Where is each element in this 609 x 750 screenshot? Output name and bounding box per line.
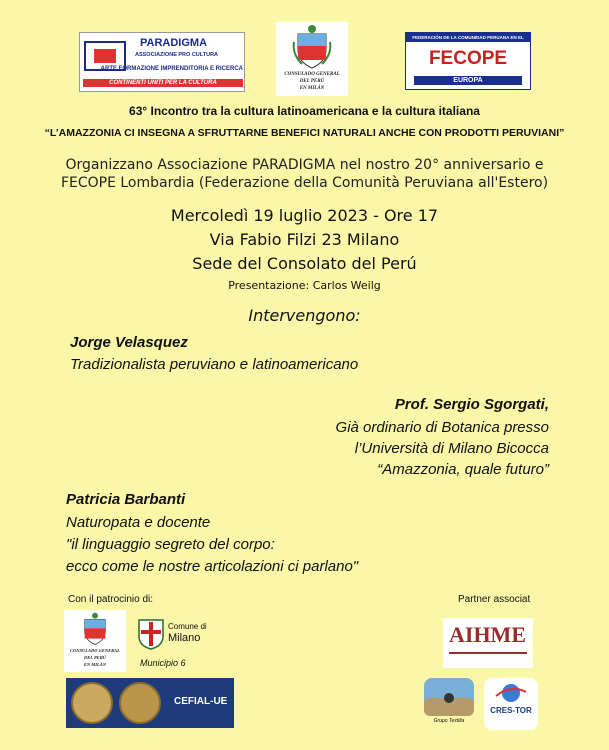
partner-group-logo (422, 678, 476, 728)
aihme-name: AIHME (449, 622, 526, 647)
partner-group-name: Grupo Textilia (433, 718, 465, 724)
aihme-logo (443, 618, 533, 668)
consulado-logo (276, 22, 348, 96)
crestor-name: CRES-TOR (490, 706, 532, 715)
patron-comune-logo (136, 614, 220, 670)
fecope-sub: EUROPA (414, 76, 522, 85)
consulado-line3: EN MILÁN (299, 86, 325, 91)
speaker-1-name: Jorge Velasquez (70, 334, 188, 351)
fecope-logo (405, 32, 531, 90)
paradigma-logo (79, 32, 245, 92)
speaker-2-talk-title: “Amazzonia, quale futuro” (377, 461, 549, 478)
event-address: Via Fabio Filzi 23 Milano (209, 230, 400, 249)
speaker-2-name: Prof. Sergio Sgorgati, (394, 396, 549, 413)
speaker-3-role: Naturopata e docente (66, 514, 211, 531)
paradigma-motto: CONTINENTI UNITI PER LA CULTURA (83, 79, 243, 87)
patron-consulado-logo (64, 610, 126, 672)
speaker-2-role-line1: Già ordinario di Botanica presso (335, 419, 549, 436)
organizers-line1: Organizzano Associazione PARADIGMA nel nostro 20° anniversario e (65, 157, 544, 173)
globe-swoosh-icon (494, 682, 528, 704)
coins-icon (70, 681, 168, 725)
event-subheading: “L’AMAZZONIA CI INSEGNA A SFRUTTARNE BENEFICI NATURALI ANCHE CON PRODOTTI PERUVIANI” (44, 127, 565, 139)
event-heading: 63° Incontro tra la cultura latinoamericana e la cultura italiana (129, 104, 480, 118)
peru-coat-of-arms-icon (292, 24, 332, 70)
fecope-name: FECOPE (428, 48, 508, 69)
speaker-1-role: Tradizionalista peruviano e latinoamericano (70, 356, 359, 373)
organizers-line2: FECOPE Lombardia (Federazione della Comunità Peruviana all'Estero) (60, 175, 549, 191)
partners-label: Partner associat (458, 594, 531, 605)
crestor-logo (484, 678, 538, 730)
consulado-line1: CONSULADO GENERAL (284, 72, 340, 77)
aihme-underline (449, 652, 527, 654)
consulado-line2: DEL PERÚ (299, 79, 325, 84)
fecope-top-text: FEDERACIÓN DE LA COMUNIDAD PERUANA EN EL EXTERIOR (406, 33, 530, 42)
cefial-logo (66, 678, 234, 728)
comune-line2: Milano (168, 632, 201, 644)
cefial-name: CEFIAL-UE (174, 696, 228, 707)
speaker-3-name: Patricia Barbanti (66, 491, 186, 508)
speaker-3-talk-line1: "il linguaggio segreto del corpo: (66, 536, 275, 553)
paradigma-tagline: ARTE FORMAZIONE IMPRENDITORIA E RICERCA (100, 66, 243, 72)
patron-consulado-line3: EN MILÁN (83, 662, 107, 667)
peru-coat-of-arms-icon (80, 612, 110, 646)
patron-consulado-line2: DEL PERÚ (84, 655, 106, 660)
event-venue: Sede del Consolato del Perú (192, 254, 417, 273)
paradigma-name: PARADIGMA (140, 37, 208, 49)
paradigma-subtitle: ASSOCIAZIONE PRO CULTURA (135, 52, 219, 58)
event-date: Mercoledì 19 luglio 2023 - Ore 17 (170, 206, 439, 225)
comune-line1: Comune di (168, 622, 207, 631)
patronage-label: Con il patrocinio di: (68, 594, 154, 605)
presenter: Presentazione: Carlos Weilg (228, 279, 381, 292)
milano-shield-icon (138, 616, 164, 650)
patron-consulado-line1: CONSULADO GENERAL (70, 648, 120, 653)
landscape-photo-icon (424, 678, 474, 716)
speaker-3-talk-line2: ecco come le nostre articolazioni ci parlano" (66, 558, 359, 575)
speaker-2-role-line2: l’Università di Milano Bicocca (354, 440, 549, 457)
comune-line3: Municipio 6 (140, 658, 186, 668)
speakers-heading: Intervengono: (248, 306, 361, 325)
